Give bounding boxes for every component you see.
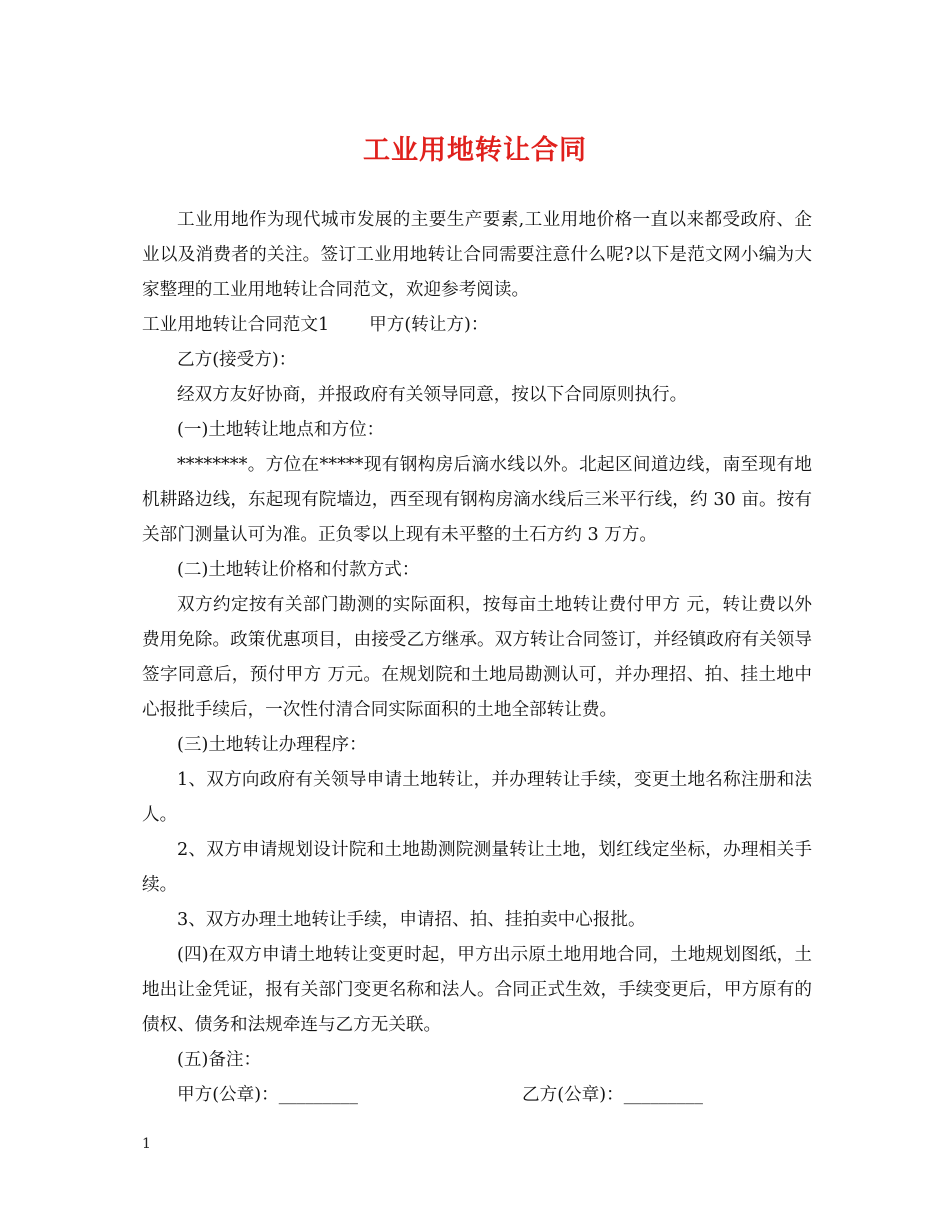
document-body bbox=[142, 203, 812, 1113]
party-a-seal-line: 甲方(公章)：_________ bbox=[177, 1085, 358, 1105]
agreement-paragraph: 经双方友好协商，并报政府有关领导同意，按以下合同原则执行。 bbox=[177, 385, 688, 405]
section-2-body: 双方约定按有关部门勘测的实际面积，按每亩土地转让费付甲方 元，转让费以外费用免除。政策优惠项目，由接受乙方继承。双方转让合同签订，并经镇政府有关领导签字同意后，预付甲方 万元。在规划院和土地局勘测认可，并办理招、拍、挂土地中心报批手续后，一次性付清合同实际面积的土地全部转让费。 bbox=[142, 595, 812, 720]
section-3-item-2: 2、双方申请规划设计院和土地勘测院测量转让土地，划红线定坐标，办理相关手续。 bbox=[142, 840, 812, 895]
page-number: 1 bbox=[142, 1136, 151, 1152]
sample-heading: 工业用地转让合同范文1 bbox=[142, 315, 330, 335]
intro-paragraph: 工业用地作为现代城市发展的主要生产要素,工业用地价格一直以来都受政府、企业以及消费者的关注。签订工业用地转让合同需要注意什么呢?以下是范文网小编为大家整理的工业用地转让合同范文，欢迎参考阅读。 bbox=[142, 210, 812, 300]
party-b-seal-line: 乙方(公章)：_________ bbox=[522, 1085, 703, 1105]
section-3-item-3: 3、双方办理土地转让手续，申请招、拍、挂拍卖中心报批。 bbox=[177, 910, 646, 930]
document-title: 工业用地转让合同 bbox=[363, 135, 587, 166]
section-2-heading: (二)土地转让价格和付款方式： bbox=[177, 560, 420, 580]
party-b-label: 乙方(接受方)： bbox=[177, 350, 297, 370]
sample-heading-line bbox=[142, 308, 812, 343]
signature-row bbox=[142, 1078, 812, 1113]
section-1-body: ********。方位在*****现有钢构房后滴水线以外。北起区间道边线，南至现有地机耕路边线，东起现有院墙边，西至现有钢构房滴水线后三米平行线，约 30 亩。按有关部门测量认可为准。正负零以上现有未平整的土石方约 3 万方。 bbox=[142, 455, 812, 545]
section-5-heading: (五)备注： bbox=[177, 1050, 262, 1070]
section-4-body: (四)在双方申请土地转让变更时起，甲方出示原土地用地合同，土地规划图纸，土地出让金凭证，报有关部门变更名称和法人。合同正式生效，手续变更后，甲方原有的债权、债务和法规牵连与乙方无关联。 bbox=[142, 945, 812, 1035]
section-1-heading: (一)土地转让地点和方位： bbox=[177, 420, 385, 440]
section-3-heading: (三)土地转让办理程序： bbox=[177, 735, 367, 755]
section-3-item-1: 1、双方向政府有关领导申请土地转让，并办理转让手续，变更土地名称注册和法人。 bbox=[142, 770, 812, 825]
party-a-label: 甲方(转让方)： bbox=[369, 315, 489, 335]
